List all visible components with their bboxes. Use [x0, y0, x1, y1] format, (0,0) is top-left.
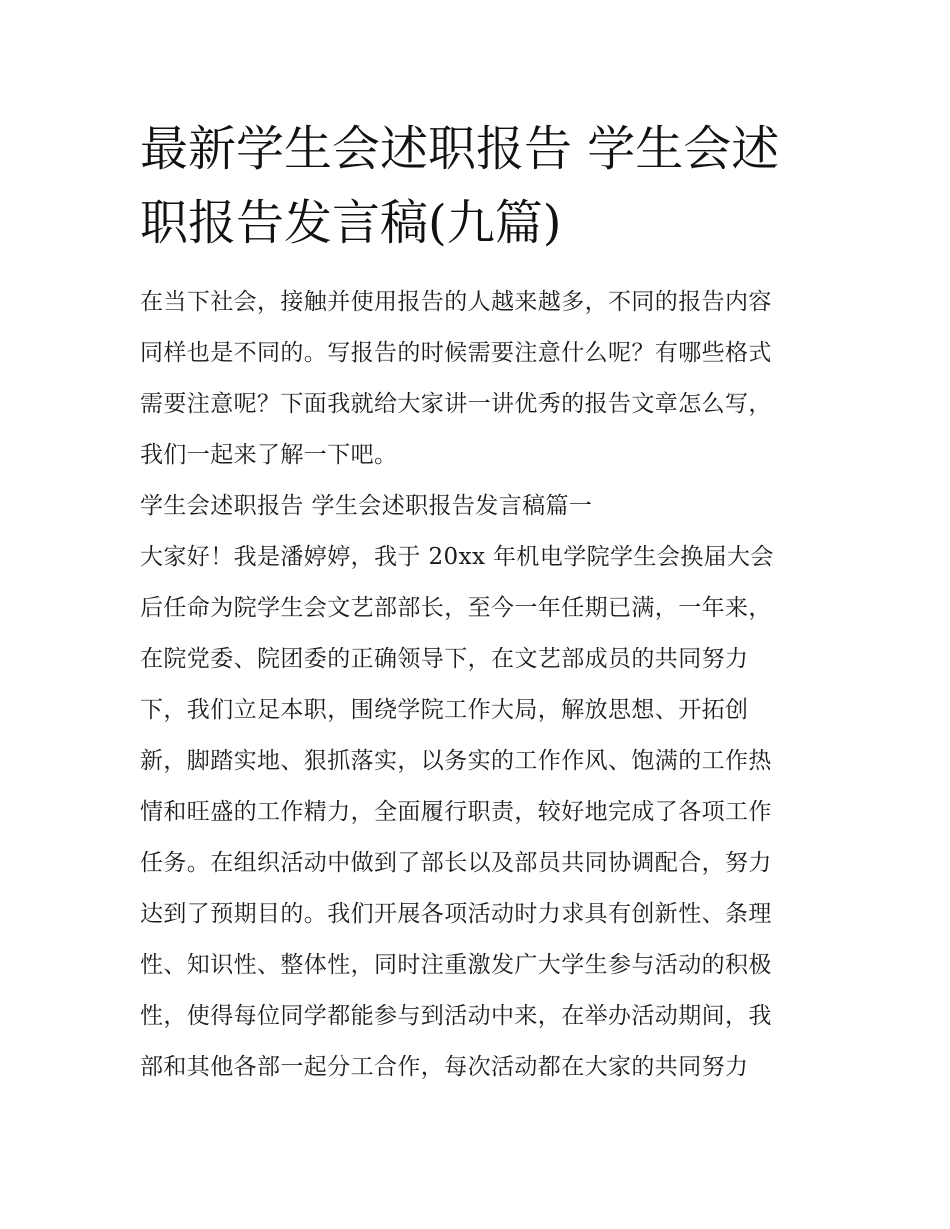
paragraph-line-9: 性、知识性、整体性，同时注重激发广大学生参与活动的积极: [140, 952, 772, 978]
paragraph-line-10: 性，使得每位同学都能参与到活动中来，在举办活动期间，我: [140, 1003, 772, 1029]
paragraph-line-6: 情和旺盛的工作精力，全面履行职责，较好地完成了各项工作: [140, 799, 772, 825]
intro-line-2: 同样也是不同的。写报告的时候需要注意什么呢？有哪些格式: [140, 340, 772, 366]
paragraph-line-11: 部和其他各部一起分工合作，每次活动都在大家的共同努力: [140, 1054, 749, 1080]
paragraph-line-1: 大家好！我是潘婷婷，我于 20xx 年机电学院学生会换届大会: [140, 544, 774, 570]
title-line-1: 最新学生会述职报告 学生会述: [140, 121, 780, 177]
title-line-2: 职报告发言稿(九篇): [140, 195, 562, 251]
paragraph-line-5: 新，脚踏实地、狠抓落实，以务实的工作作风、饱满的工作热: [140, 748, 772, 774]
paragraph-line-7: 任务。在组织活动中做到了部长以及部员共同协调配合，努力: [140, 850, 772, 876]
intro-line-1: 在当下社会，接触并使用报告的人越来越多，不同的报告内容: [140, 289, 772, 315]
paragraph-line-3: 在院党委、院团委的正确领导下，在文艺部成员的共同努力: [140, 646, 749, 672]
intro-line-3: 需要注意呢？下面我就给大家讲一讲优秀的报告文章怎么写，: [140, 391, 772, 417]
paragraph-line-2: 后任命为院学生会文艺部部长，至今一年任期已满，一年来，: [140, 595, 772, 621]
section-heading: 学生会述职报告 学生会述职报告发言稿篇一: [140, 493, 593, 519]
document-body: [140, 277, 820, 1093]
intro-line-4: 我们一起来了解一下吧。: [140, 442, 398, 468]
document-title: [140, 112, 820, 260]
paragraph-line-4: 下，我们立足本职，围绕学院工作大局，解放思想、开拓创: [140, 697, 749, 723]
paragraph-line-8: 达到了预期目的。我们开展各项活动时力求具有创新性、条理: [140, 901, 772, 927]
